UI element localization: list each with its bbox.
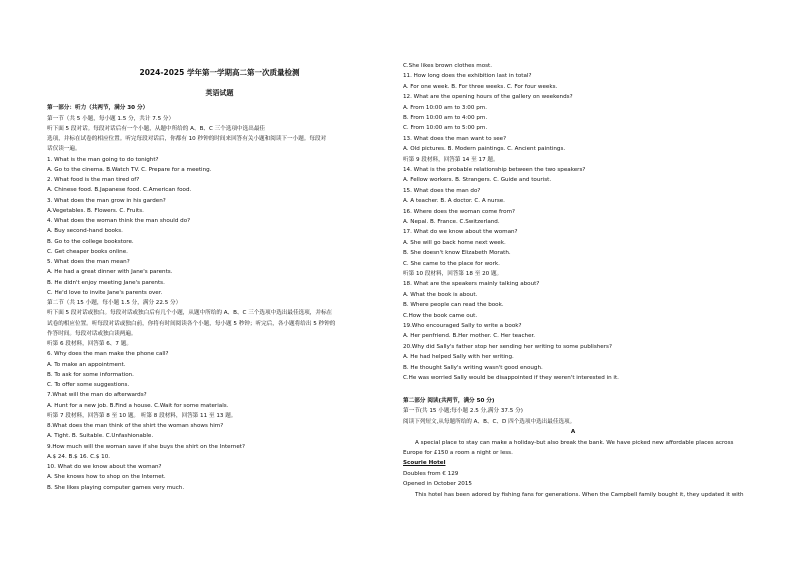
left-column-line: 7.What will the man do afterwards? bbox=[47, 392, 147, 399]
left-column-line: A. Chinese food. B.Japanese food. C.American food. bbox=[47, 187, 192, 194]
right-column-line: 15. What does the man do? bbox=[403, 187, 481, 194]
left-column-line: 2. What food is the man tired of? bbox=[47, 177, 140, 183]
left-column-line: 第二节（共 15 小题，每小题 1.5 分，满分 22.5 分） bbox=[47, 300, 182, 306]
left-column-line: C. Get cheaper books online. bbox=[47, 248, 128, 255]
right-column-line: C. From 10:00 am to 5:00 pm. bbox=[403, 125, 488, 132]
right-column-line: A. Fellow workers. B. Strangers. C. Guide and tourist. bbox=[403, 177, 552, 184]
right-column-line: This hotel has been adored by fishing fans for generations. When the Campbell family bought it, they updated it with bbox=[415, 491, 744, 498]
right-column-line: 11. How long does the exhibition last in total? bbox=[403, 73, 532, 80]
left-column-line: 试卷的相应位置。听每段对话或独白前，你将有时间阅读各个小题，每小题 5 秒钟；听完后，各小题将给出 5 秒钟的 bbox=[47, 320, 336, 327]
right-column-line: 听第 10 段材料，回答第 18 至 20 题。 bbox=[403, 271, 503, 277]
left-column-line: 2024-2025 学年第一学期高二第一次质量检测 bbox=[139, 68, 300, 77]
right-column-line: C.She likes brown clothes most. bbox=[403, 63, 493, 69]
right-column-line: A. From 10:00 am to 3:00 pm. bbox=[403, 104, 487, 111]
right-column-line: C.How the book came out. bbox=[403, 312, 478, 319]
left-column-line: 第一部分：听力（共两节，满分 30 分） bbox=[47, 105, 149, 111]
right-column-line: A bbox=[570, 429, 576, 436]
left-column-line: B. She likes playing computer games very much. bbox=[47, 484, 185, 491]
right-column-line: A. Old pictures. B. Modern paintings. C. Ancient paintings. bbox=[403, 146, 566, 153]
right-column-line: Europe for £150 a room a night or less. bbox=[403, 450, 513, 456]
right-column-line: 19.Who encouraged Sally to write a book? bbox=[403, 323, 522, 329]
left-column-line: 听第 7 段材料，回答第 8 至 10 题。 听第 8 段材料，回答第 11 至 13 题。 bbox=[47, 412, 237, 419]
right-column-line: A. He had helped Sally with her writing. bbox=[403, 354, 514, 361]
right-column-line: B. He thought Sally's writing wasn't good enough. bbox=[403, 364, 543, 371]
left-column-line: 作答时间。每段对话或独白读两遍。 bbox=[47, 330, 137, 337]
right-column-line: A. Her penfriend. B.Her mother. C. Her teacher. bbox=[403, 333, 536, 340]
right-column-line: B. From 10:00 am to 4:00 pm. bbox=[403, 115, 488, 121]
left-column-line: A. He had a great dinner with Jane's parents. bbox=[47, 269, 173, 276]
left-column-line: 1. What is the man going to do tonight? bbox=[47, 156, 159, 163]
left-column-line: C. He'd love to invite Jane's parents over. bbox=[47, 289, 163, 296]
left-column-line: 10. What do we know about the woman? bbox=[47, 464, 162, 470]
right-column-line: Opened in October 2015 bbox=[403, 481, 472, 488]
left-column-line: A. She knows how to shop on the Internet. bbox=[47, 474, 166, 481]
left-column-line: B. He didn't enjoy meeting Jane's parents. bbox=[47, 279, 165, 286]
right-column-line: 16. Where does the woman come from? bbox=[403, 208, 516, 215]
right-column-line: B. Where people can read the book. bbox=[403, 302, 504, 309]
left-column-line: A. Buy second-hand books. bbox=[47, 228, 123, 235]
left-column-line: A. Tight. B. Suitable. C.Unfashionable. bbox=[47, 433, 154, 440]
left-column-line: 6. Why does the man make the phone call? bbox=[47, 351, 169, 358]
right-column-line: Doubles from € 129 bbox=[403, 470, 459, 477]
left-column-line: 选项，并标在试卷的相应位置。听完每段对话后，你都有 10 秒钟的时间来回答有关小题和阅读下一小题。每段对 bbox=[47, 136, 327, 142]
right-column-line: 13. What does the man want to see? bbox=[403, 135, 507, 142]
left-column-line: 8.What does the man think of the shirt the woman shows him? bbox=[47, 423, 224, 429]
left-column-line: A.$ 24. B.$ 16. C.$ 10. bbox=[47, 453, 111, 460]
right-column-line: 20.Why did Sally's father stop her sending her writing to some publishers? bbox=[403, 343, 612, 350]
right-column-line: C.He was worried Sally would be disappointed if they weren't interested in it. bbox=[403, 375, 619, 381]
left-column-line: 5. What does the man mean? bbox=[47, 259, 130, 265]
left-column-line: 话仅读一遍。 bbox=[47, 146, 81, 153]
right-column-line: A. Nepal. B. France. C.Switzerland. bbox=[403, 219, 500, 225]
left-column-line: 4. What does the woman think the man should do? bbox=[47, 218, 191, 224]
left-column-line: B. Go to the college bookstore. bbox=[47, 238, 134, 245]
right-column-line: 第一节(共 15 小题;每小题 2.5 分,满分 37.5 分) bbox=[403, 408, 523, 415]
left-column-line: 听下面 5 段对话。每段对话后有一个小题，从题中所给的 A、B、C 三个选项中选出最佳 bbox=[47, 125, 266, 132]
left-column-line: A. Hunt for a new job. B.Find a house. C.Wait for some materials. bbox=[47, 402, 229, 409]
right-column-line: A. What the book is about. bbox=[403, 291, 478, 298]
right-column-line: 阅读下列短文,从每题所给的 A、B、C、D 四个选项中选出最佳选项。 bbox=[403, 418, 576, 425]
left-column-line: 听第 6 段材料，回答第 6、7 题。 bbox=[47, 341, 132, 347]
right-column-line: A. For one week. B. For three weeks. C. For four weeks. bbox=[403, 83, 558, 90]
right-column-line: 17. What do we know about the woman? bbox=[403, 229, 518, 236]
right-column-line: 14. What is the probable relationship between the two speakers? bbox=[403, 167, 586, 173]
right-column-line: A. She will go back home next week. bbox=[403, 239, 506, 246]
right-column-line: 听第 9 段材料，回答第 14 至 17 题。 bbox=[403, 156, 499, 163]
right-column-line: 18. What are the speakers mainly talking about? bbox=[403, 281, 540, 288]
left-column-line: 听下面 5 段对话或独白。每段对话或独白后有几个小题，从题中所给的 A、B、C 三个选项中选出最佳选项，并标在 bbox=[47, 310, 333, 317]
right-column-line: A special place to stay can make a holiday-but also break the bank. We have picked new affordable places across bbox=[415, 439, 734, 446]
right-column-line: A. A teacher. B. A doctor. C. A nurse. bbox=[403, 198, 505, 205]
right-column-line: B. She doesn't know Elizabeth Morath. bbox=[403, 250, 511, 257]
left-column-line: A. To make an appointment. bbox=[47, 361, 126, 368]
right-column-line: 12. What are the opening hours of the gallery on weekends? bbox=[403, 94, 573, 101]
left-column-line: 9.How much will the woman save if she buys the shirt on the Internet? bbox=[47, 443, 245, 450]
left-column-line: A. Go to the cinema. B.Watch TV. C. Prepare for a meeting. bbox=[47, 166, 212, 173]
left-column-line: 第一节（共 5 小题，每小题 1.5 分，共计 7.5 分） bbox=[47, 115, 175, 122]
left-column-line: C. To offer some suggestions. bbox=[47, 382, 130, 388]
left-column-line: 英语试题 bbox=[205, 89, 234, 97]
left-column-line: B. To ask for some information. bbox=[47, 371, 134, 378]
left-column-line: 3. What does the man grow in his garden? bbox=[47, 197, 166, 204]
right-column-line: C. She came to the place for work. bbox=[403, 260, 500, 267]
right-column-line: 第二部分 阅读(共两节，满分 50 分) bbox=[403, 398, 495, 404]
right-column-line: Scourie Hotel bbox=[403, 460, 446, 467]
left-column-line: A.Vegetables. B. Flowers. C. Fruits. bbox=[47, 207, 144, 214]
